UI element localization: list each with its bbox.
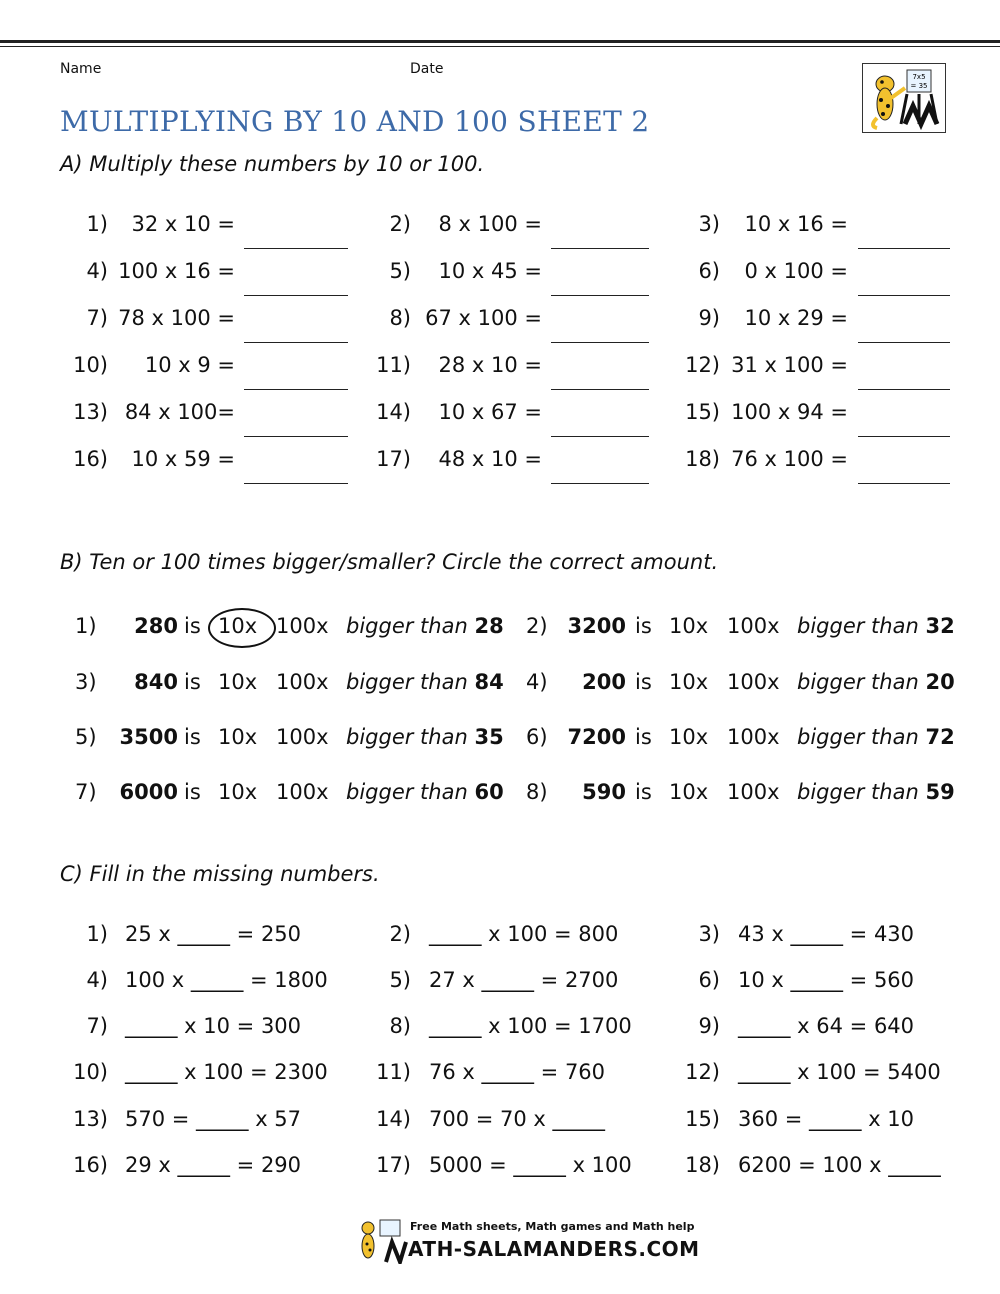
bigger-than-phrase <box>346 780 504 804</box>
problem-number: 18) <box>685 447 720 471</box>
answer-line[interactable] <box>244 295 348 296</box>
item-number: 5) <box>75 725 97 749</box>
answer-line[interactable] <box>551 248 649 249</box>
option-100x[interactable]: 100x <box>727 614 780 638</box>
item-value: 7200 <box>567 725 626 749</box>
answer-line[interactable] <box>244 248 348 249</box>
problem-number: 17) <box>376 1153 411 1177</box>
bigger-than-text: bigger than <box>346 670 468 694</box>
item-number: 7) <box>75 780 97 804</box>
is-word: is <box>184 614 201 638</box>
option-100x[interactable]: 100x <box>276 670 329 694</box>
answer-line[interactable] <box>551 483 649 484</box>
missing-number-problem[interactable]: _____ x 100 = 2300 <box>125 1060 328 1084</box>
problem-number: 15) <box>685 1107 720 1131</box>
missing-number-problem[interactable]: 27 x _____ = 2700 <box>429 968 619 992</box>
footer-tagline: Free Math sheets, Math games and Math help <box>410 1220 695 1233</box>
bigger-than-phrase <box>797 780 955 804</box>
missing-number-problem[interactable]: _____ x 10 = 300 <box>125 1014 302 1038</box>
problem-number: 15) <box>685 400 720 424</box>
bigger-than-phrase <box>346 725 504 749</box>
problem-number: 5) <box>389 968 411 992</box>
problem-text: 10 x 29 = <box>744 306 848 330</box>
item-value: 6000 <box>119 780 178 804</box>
bigger-than-text: bigger than <box>797 614 919 638</box>
answer-line[interactable] <box>858 248 950 249</box>
answer-line[interactable] <box>858 342 950 343</box>
option-100x[interactable]: 100x <box>276 780 329 804</box>
missing-number-problem[interactable]: 570 = _____ x 57 <box>125 1107 302 1131</box>
page-title: MULTIPLYING BY 10 AND 100 SHEET 2 <box>60 105 650 138</box>
is-word: is <box>635 780 652 804</box>
item-value: 840 <box>134 670 178 694</box>
problem-number: 4) <box>86 259 108 283</box>
problem-number: 4) <box>86 968 108 992</box>
problem-number: 14) <box>376 400 411 424</box>
footer-logo <box>356 1218 700 1264</box>
compare-value: 32 <box>925 614 955 638</box>
option-100x[interactable]: 100x <box>727 670 780 694</box>
problem-number: 14) <box>376 1107 411 1131</box>
problem-text: 10 x 16 = <box>744 212 848 236</box>
answer-line[interactable] <box>858 483 950 484</box>
logo-board-text-2: = 35 <box>910 82 928 90</box>
footer-brand: ATH-SALAMANDERS.COM <box>408 1237 700 1261</box>
bigger-than-phrase <box>797 725 955 749</box>
missing-number-problem[interactable]: _____ x 100 = 1700 <box>429 1014 632 1038</box>
problem-text: 100 x 16 = <box>118 259 235 283</box>
missing-number-problem[interactable]: 43 x _____ = 430 <box>738 922 915 946</box>
problem-number: 1) <box>86 212 108 236</box>
item-value: 200 <box>582 670 626 694</box>
problem-text: 10 x 67 = <box>438 400 542 424</box>
missing-number-problem[interactable]: 700 = 70 x _____ <box>429 1107 606 1131</box>
bigger-than-phrase <box>346 614 504 638</box>
option-10x[interactable]: 10x <box>669 780 709 804</box>
problem-text: 8 x 100 = <box>438 212 542 236</box>
problem-number: 17) <box>376 447 411 471</box>
option-100x[interactable]: 100x <box>276 725 329 749</box>
problem-text: 48 x 10 = <box>438 447 542 471</box>
bigger-than-text: bigger than <box>797 725 919 749</box>
option-100x[interactable]: 100x <box>727 780 780 804</box>
is-word: is <box>184 780 201 804</box>
problem-number: 10) <box>73 1060 108 1084</box>
problem-number: 3) <box>698 212 720 236</box>
compare-value: 72 <box>925 725 955 749</box>
problem-text: 10 x 9 = <box>144 353 235 377</box>
answer-line[interactable] <box>244 342 348 343</box>
answer-line[interactable] <box>858 389 950 390</box>
missing-number-problem[interactable]: 76 x _____ = 760 <box>429 1060 606 1084</box>
problem-number: 6) <box>698 968 720 992</box>
option-10x[interactable]: 10x <box>218 670 258 694</box>
bigger-than-text: bigger than <box>346 780 468 804</box>
bigger-than-text: bigger than <box>797 670 919 694</box>
problem-text: 10 x 45 = <box>438 259 542 283</box>
answer-line[interactable] <box>244 389 348 390</box>
missing-number-problem[interactable]: 25 x _____ = 250 <box>125 922 302 946</box>
item-number: 8) <box>526 780 548 804</box>
option-10x[interactable]: 10x <box>669 670 709 694</box>
problem-number: 7) <box>86 1014 108 1038</box>
option-10x[interactable]: 10x <box>669 725 709 749</box>
missing-number-problem[interactable]: 5000 = _____ x 100 <box>429 1153 632 1177</box>
missing-number-problem[interactable]: 100 x _____ = 1800 <box>125 968 328 992</box>
bigger-than-text: bigger than <box>346 725 468 749</box>
problem-text: 28 x 10 = <box>438 353 542 377</box>
bigger-than-text: bigger than <box>797 780 919 804</box>
item-number: 1) <box>75 614 97 638</box>
section-a-instruction: A) Multiply these numbers by 10 or 100. <box>60 152 485 176</box>
problem-number: 2) <box>389 212 411 236</box>
bigger-than-phrase <box>797 614 955 638</box>
problem-text: 84 x 100= <box>124 400 235 424</box>
compare-value: 28 <box>474 614 504 638</box>
problem-number: 6) <box>698 259 720 283</box>
problem-text: 0 x 100 = <box>744 259 848 283</box>
missing-number-problem[interactable]: _____ x 100 = 5400 <box>738 1060 941 1084</box>
salamander-logo <box>862 63 946 133</box>
option-10x[interactable]: 10x <box>218 725 258 749</box>
answer-line[interactable] <box>244 436 348 437</box>
missing-number-problem[interactable]: _____ x 64 = 640 <box>738 1014 915 1038</box>
answer-line[interactable] <box>551 389 649 390</box>
problem-number: 9) <box>698 1014 720 1038</box>
is-word: is <box>635 725 652 749</box>
item-value: 280 <box>134 614 178 638</box>
is-word: is <box>184 670 201 694</box>
problem-number: 7) <box>86 306 108 330</box>
answer-line[interactable] <box>858 295 950 296</box>
compare-value: 60 <box>474 780 504 804</box>
missing-number-problem[interactable]: 6200 = 100 x _____ <box>738 1153 941 1177</box>
answer-line[interactable] <box>551 295 649 296</box>
answer-line[interactable] <box>551 342 649 343</box>
item-number: 6) <box>526 725 548 749</box>
option-100x[interactable]: 100x <box>727 725 780 749</box>
name-label: Name <box>60 61 102 77</box>
answer-circle <box>208 608 276 648</box>
problem-number: 12) <box>685 1060 720 1084</box>
answer-line[interactable] <box>858 436 950 437</box>
problem-number: 1) <box>86 922 108 946</box>
item-number: 4) <box>526 670 548 694</box>
missing-number-problem[interactable]: _____ x 100 = 800 <box>429 922 619 946</box>
problem-text: 100 x 94 = <box>731 400 848 424</box>
item-value: 3500 <box>119 725 178 749</box>
item-number: 2) <box>526 614 548 638</box>
option-10x[interactable]: 10x <box>669 614 709 638</box>
compare-value: 84 <box>474 670 504 694</box>
problem-number: 12) <box>685 353 720 377</box>
answer-line[interactable] <box>551 436 649 437</box>
problem-text: 67 x 100 = <box>425 306 542 330</box>
compare-value: 35 <box>474 725 504 749</box>
problem-text: 31 x 100 = <box>731 353 848 377</box>
missing-number-problem[interactable]: 29 x _____ = 290 <box>125 1153 302 1177</box>
is-word: is <box>635 670 652 694</box>
logo-board-text-1: 7x5 <box>912 73 926 81</box>
problem-text: 10 x 59 = <box>131 447 235 471</box>
problem-number: 8) <box>389 306 411 330</box>
option-10x[interactable]: 10x <box>218 780 258 804</box>
problem-text: 76 x 100 = <box>731 447 848 471</box>
top-rule-thin <box>0 46 1000 47</box>
compare-value: 59 <box>925 780 955 804</box>
problem-text: 32 x 10 = <box>131 212 235 236</box>
problem-number: 11) <box>376 1060 411 1084</box>
is-word: is <box>184 725 201 749</box>
date-label: Date <box>410 61 444 77</box>
section-c-instruction: C) Fill in the missing numbers. <box>60 862 380 886</box>
problem-number: 16) <box>73 447 108 471</box>
problem-text: 78 x 100 = <box>118 306 235 330</box>
problem-number: 8) <box>389 1014 411 1038</box>
section-b-instruction: B) Ten or 100 times bigger/smaller? Circle the correct amount. <box>60 550 719 574</box>
option-100x[interactable]: 100x <box>276 614 329 638</box>
compare-value: 20 <box>925 670 955 694</box>
problem-number: 3) <box>698 922 720 946</box>
missing-number-problem[interactable]: 360 = _____ x 10 <box>738 1107 915 1131</box>
option-10x[interactable]: 10x <box>218 614 258 638</box>
bigger-than-text: bigger than <box>346 614 468 638</box>
problem-number: 16) <box>73 1153 108 1177</box>
problem-number: 13) <box>73 400 108 424</box>
problem-number: 2) <box>389 922 411 946</box>
top-rule <box>0 40 1000 43</box>
answer-line[interactable] <box>244 483 348 484</box>
item-value: 590 <box>582 780 626 804</box>
problem-number: 13) <box>73 1107 108 1131</box>
problem-number: 11) <box>376 353 411 377</box>
item-number: 3) <box>75 670 97 694</box>
problem-number: 9) <box>698 306 720 330</box>
problem-number: 10) <box>73 353 108 377</box>
problem-number: 18) <box>685 1153 720 1177</box>
bigger-than-phrase <box>797 670 955 694</box>
is-word: is <box>635 614 652 638</box>
problem-number: 5) <box>389 259 411 283</box>
item-value: 3200 <box>567 614 626 638</box>
bigger-than-phrase <box>346 670 504 694</box>
missing-number-problem[interactable]: 10 x _____ = 560 <box>738 968 915 992</box>
